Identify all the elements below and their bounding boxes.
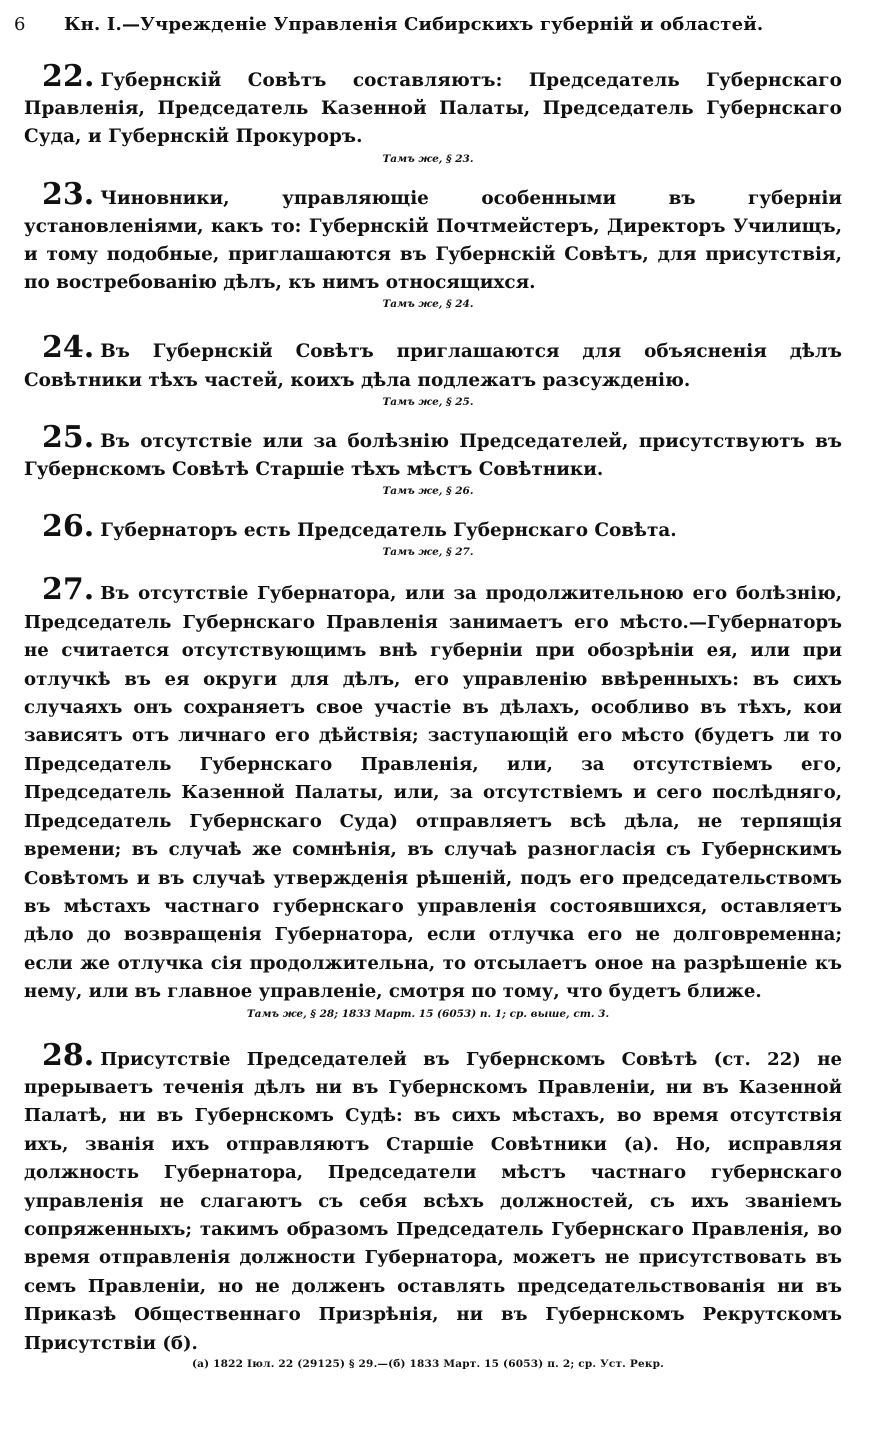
article-26 bbox=[14, 509, 842, 560]
article-number: 22. bbox=[42, 59, 95, 94]
article-text: Въ Губернскій Совѣтъ приглашаются для объясненія дѣлъ Совѣтники тѣхъ частей, коихъ дѣла подлежатъ разсужденію. bbox=[24, 341, 842, 391]
article-body bbox=[14, 330, 842, 394]
article-body bbox=[14, 509, 842, 545]
article-number: 28. bbox=[42, 1037, 95, 1073]
article-text: Губернаторъ есть Председатель Губернскаго Совѣта. bbox=[100, 520, 677, 542]
article-number: 25. bbox=[42, 419, 95, 455]
article-text: Въ отсутствіе или за болѣзнію Председателей, присутствуютъ въ Губернскомъ Совѣтѣ Старшіе тѣхъ мѣстъ Совѣтники. bbox=[24, 430, 842, 481]
article-source: Тамъ же, § 23. bbox=[382, 152, 474, 165]
article-body bbox=[14, 1037, 842, 1358]
article-text: Чиновники, управляющіе особенными въ губерніи установленіями, какъ то: Губернскій Почтмейстеръ, Директоръ Училищъ, и тому подобные, приглашаются въ Губернскій Совѣтъ, для присутствія, по востребованію дѣлъ, къ нимъ относящихся. bbox=[24, 187, 842, 294]
running-title: Кн. I.—Учрежденіе Управленія Сибирскихъ губерній и областей. bbox=[64, 14, 764, 35]
article-source: Тамъ же, § 25. bbox=[382, 395, 474, 408]
article-number: 23. bbox=[42, 176, 95, 212]
article-22 bbox=[14, 59, 842, 167]
article-source: Тамъ же, § 28; 1833 Март. 15 (6053) п. 1; ср. выше, ст. 3. bbox=[246, 1007, 610, 1020]
article-source: Тамъ же, § 26. bbox=[382, 485, 474, 498]
footnote: (а) 1822 Іюл. 22 (29125) § 29.—(б) 1833 Март. 15 (6053) п. 2; ср. Уст. Рекр. bbox=[191, 1358, 665, 1370]
article-number: 26. bbox=[42, 509, 95, 545]
article-body bbox=[14, 572, 842, 1006]
article-body bbox=[14, 176, 842, 298]
article-number: 24. bbox=[42, 330, 95, 366]
article-23 bbox=[14, 176, 842, 313]
article-text: Присутствіе Председателей въ Губернскомъ Совѣтѣ (ст. 22) не прерываетъ теченія дѣлъ ни въ Губернскомъ Правленіи, ни въ Казенной Палатѣ, ни въ Губернскомъ Судѣ: въ сихъ мѣстахъ, во время отсутствія ихъ, званія ихъ отправляютъ Старшіе Совѣтники (а). Но, исправляя должность Губернатора, Председатели мѣстъ частнаго губернскаго управленія не слагаютъ съ себя всѣхъ должностей, съ ихъ званіемъ сопряженныхъ; такимъ образомъ Председатель Губернскаго Правленія, во время отправленія должности Губернатора, можетъ не присутствовать въ семъ Правленіи, но не долженъ оставлять председательствованія ни въ Приказѣ Общественнаго Призрѣнія, ни въ Губернскомъ Рекрутскомъ Присутствіи (б). bbox=[24, 1048, 842, 1354]
article-text: Въ отсутствіе Губернатора, или за продолжительною его болѣзнію, Председатель Губернскаго Правленія занимаетъ его мѣсто.—Губернаторъ не считается отсутствующимъ внѣ губерніи при обозрѣніи ея, или при отлучкѣ въ ея округи для дѣлъ, его управленію ввѣренныхъ: въ сихъ случаяхъ онъ сохраняетъ свое участіе въ дѣлахъ, особливо въ тѣхъ, кои зависятъ отъ личнаго его дѣйствія; заступающій его мѣсто (будетъ ли то Председатель Губернскаго Правленія, или, за отсутствіемъ его, Председатель Казенной Палаты, или, за отсутствіемъ и сего послѣдняго, Председатель Губернскаго Суда) отправляетъ всѣ дѣла, не терпящія времени; въ случаѣ же сомнѣнія, въ случаѣ разногласія съ Губернскимъ Совѣтомъ и въ случаѣ утвержденія рѣшеній, подъ его председательствомъ въ мѣстахъ частнаго губернскаго управленія состоявшихся, оставляетъ дѣло до возвращенія Губернатора, если отлучка его не долговременна; если же отлучка сія продолжительна, то отсылаетъ оное на разрѣшеніе къ нему, или въ главное управленіе, смотря по тому, что будетъ ближе. bbox=[24, 583, 842, 1003]
article-27 bbox=[14, 572, 842, 1021]
article-body bbox=[14, 59, 842, 152]
article-source: Тамъ же, § 27. bbox=[382, 546, 474, 559]
article-24 bbox=[14, 330, 842, 409]
article-25 bbox=[14, 419, 842, 499]
article-source: Тамъ же, § 24. bbox=[382, 298, 474, 311]
page-number: 6 bbox=[14, 14, 26, 35]
article-number: 27. bbox=[42, 572, 95, 608]
article-28 bbox=[14, 1037, 842, 1370]
article-text: Губернскій Совѣтъ составляютъ: Председатель Губернскаго Правленія, Председатель Казенной Палаты, Председатель Губернскаго Суда, и Губернскій Прокуроръ. bbox=[24, 70, 842, 148]
article-body bbox=[14, 419, 842, 484]
page-header bbox=[14, 14, 842, 35]
